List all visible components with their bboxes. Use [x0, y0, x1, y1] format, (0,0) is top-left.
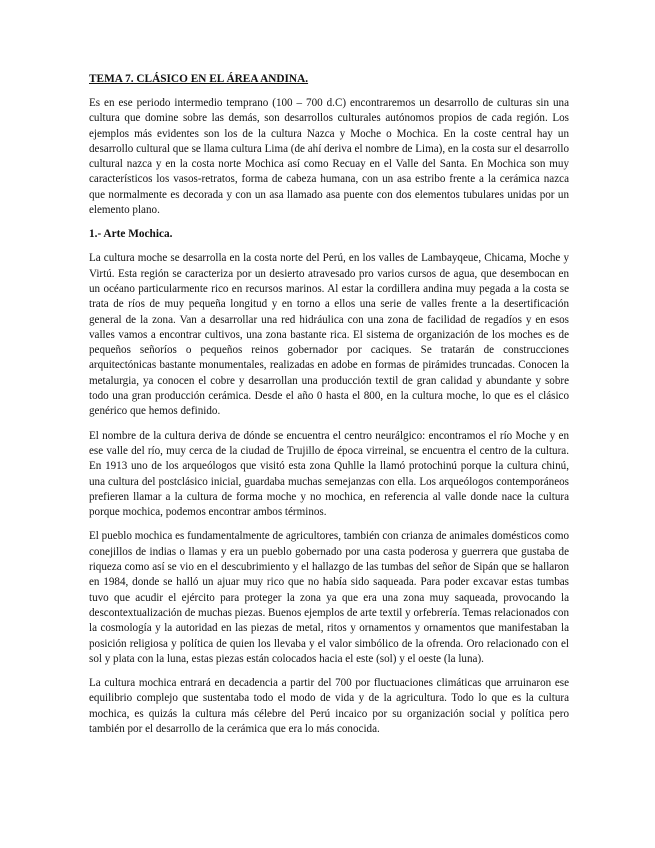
- section-heading-arte-mochica: 1.- Arte Mochica.: [89, 228, 173, 241]
- intro-paragraph: Es en ese periodo intermedio temprano (100 – 700 d.C) encontraremos un desarrollo de culturas sin una cultura que domine sobre las demás, son desarrollos culturales autónomos propios de cada región. Los ejemplos más evidentes son los de la cultura Nazca y Moche o Mochica. En la coste central hay un desarrollo cultural que se llama cultura Lima (de ahí deriva el nombre de Lima), en la costa sur el desarrollo cultural nazca y en la costa norte Mochica así como Recuay en el Valle del Santa. En Mochica son muy característicos los vasos-retratos, forma de cabeza humana, con un asa estribo frente a la cerámica nazca que normalmente es decorada y con un asa llamado asa puente con dos elementos tubulares unidas por un elemento plano.: [89, 97, 569, 217]
- paragraph-decline: La cultura mochica entrará en decadencia a partir del 700 por fluctuaciones climáticas que arruinaron ese equilibrio complejo que sustentaba todo el modo de vida y de la agricultura. Todo lo que es la cultura mochica, es quizás la cultura más célebre del Perú incaico por su organización social y política pero también por el desarrollo de la cerámica que era lo más conocida.: [89, 677, 569, 735]
- document-title: TEMA 7. CLÁSICO EN EL ÁREA ANDINA.: [89, 73, 309, 85]
- document-page: [89, 72, 569, 746]
- paragraph-society: El pueblo mochica es fundamentalmente de agricultores, también con crianza de animales domésticos como conejillos de indias o llamas y era un pueblo gobernado por una casta poderosa y guerrera que gustaba de riqueza como así se vio en el descubrimiento y el hallazgo de las tumbas del señor de Sipán que se hallaron en 1984, donde se halló un ajuar muy rico que no había sido saqueada. Para poder excavar estas tumbas tuvo que acudir el ejército para proteger la zona ya que era una zona muy saqueada, provocando la descontextualización de muchas piezas. Buenos ejemplos de arte textil y orfebrería. Temas relacionados con la cosmología y la autoridad en las piezas de metal, ritos y ornamentos y ornamentos que manifestaban la posición religiosa y política de quien los llevaba y el valor simbólico de la ofrenda. Oro relacionado con el sol y plata con la luna, estas piezas están colocados hacia el este (sol) y el oeste (la luna).: [89, 530, 569, 665]
- paragraph-geography: La cultura moche se desarrolla en la costa norte del Perú, en los valles de Lambayqeue, Chicama, Moche y Virtú. Esta región se caracteriza por un desierto atravesado pro varios cursos de agua, que desembocan en un océano particularmente rico en recursos marinos. Al estar la cordillera andina muy pegada a la costa se trata de ríos de muy pequeña longitud y en torno a ellos una serie de valles frente a la desertificación general de la zona. Van a desarrollar una red hidráulica con una zona de facilidad de regadíos y en esos valles vamos a encontrar cultivos, una zona bastante rica. El sistema de organización de los moches es de pequeños señoríos o pequeños reinos gobernador por caciques. Se tratarán de construcciones arquitectónicas bastante monumentales, realizadas en adobe en formas de pirámides truncadas. Conocen la metalurgia, ya conocen el cobre y desarrollan una producción textil de gran calidad y abundante y sobre todo una gran producción cerámica. Desde el año 0 hasta el 800, en la cultura moche, lo que es el clásico genérico que hemos definido.: [89, 252, 569, 418]
- paragraph-name-origin: El nombre de la cultura deriva de dónde se encuentra el centro neurálgico: encontramos el río Moche y en ese valle del río, muy cerca de la ciudad de Trujillo de época virreinal, se encuentra el centro de la cultura. En 1913 uno de los arqueólogos que visitó esta zona Quhlle la llamó protochinú porque la cultura chinú, una cultura del postclásico inicial, guardaba muchas semejanzas con ella. Los arqueólogos contemporáneos prefieren llamar a la cultura de forma moche y no mochica, en referencia al valle donde nace la cultura porque mochica, podemos encontrar ambos términos.: [89, 429, 569, 519]
